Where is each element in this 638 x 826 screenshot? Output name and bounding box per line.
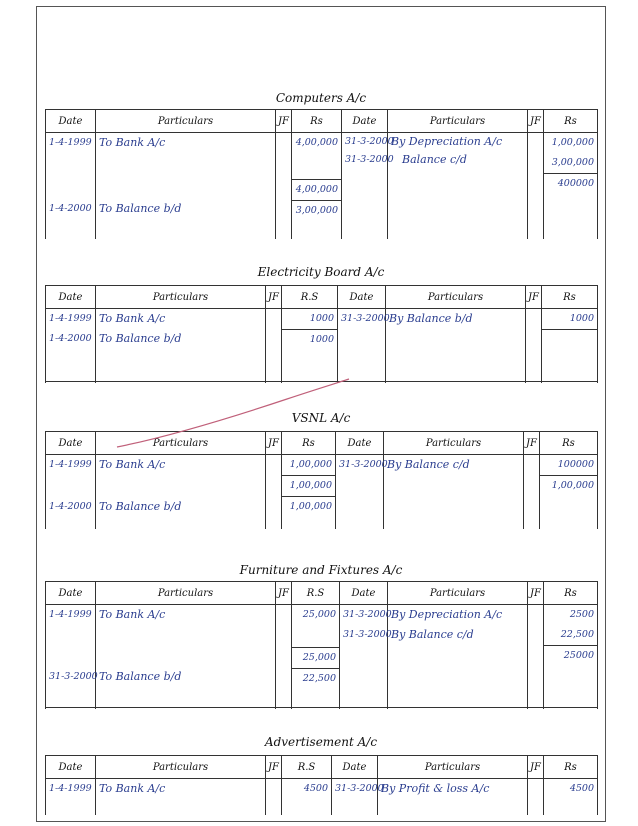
col-particulars: Particulars bbox=[96, 756, 266, 779]
col-date: Date bbox=[46, 432, 96, 455]
entry-date: 31-3-2000 bbox=[343, 629, 392, 640]
col-date: Date bbox=[336, 432, 384, 455]
entry-date: 31-3-2000 bbox=[343, 609, 392, 620]
total-amount: 25,000 bbox=[302, 652, 336, 663]
col-jf: JF bbox=[276, 110, 292, 133]
entry-particulars: To Balance b/d bbox=[99, 332, 182, 345]
col-jf: JF bbox=[528, 582, 544, 605]
total-amount: 1,00,000 bbox=[289, 480, 332, 491]
entry-particulars: To Balance b/d bbox=[99, 500, 182, 513]
col-date: Date bbox=[340, 582, 388, 605]
entry-date: 31-3-2000 bbox=[335, 783, 384, 794]
vsnl-account-title: VSNL A/c bbox=[291, 411, 351, 425]
entry-particulars: To Bank A/c bbox=[99, 608, 166, 621]
col-rs: Rs bbox=[544, 756, 598, 779]
entry-particulars: By Balance b/d bbox=[389, 312, 473, 325]
entry-particulars: To Bank A/c bbox=[99, 782, 166, 795]
entry-particulars: By Balance c/d bbox=[387, 458, 470, 471]
col-jf: JF bbox=[266, 286, 282, 309]
entry-date: 31-3-2000 bbox=[339, 459, 388, 470]
col-rs: R.S bbox=[292, 582, 340, 605]
entry-date: 31-3-2000 bbox=[49, 671, 98, 682]
entry-amount: 25,000 bbox=[302, 609, 336, 620]
entry-amount: 1,00,000 bbox=[289, 501, 332, 512]
col-jf: JF bbox=[276, 582, 292, 605]
col-date: Date bbox=[46, 756, 96, 779]
entry-amount: 3,00,000 bbox=[551, 157, 594, 168]
col-particulars: Particulars bbox=[378, 756, 528, 779]
col-particulars: Particulars bbox=[384, 432, 524, 455]
entry-amount: 22,500 bbox=[302, 673, 336, 684]
entry-amount: 1000 bbox=[309, 313, 334, 324]
entry-date: 31-3-2000 bbox=[345, 154, 394, 165]
col-particulars: Particulars bbox=[96, 110, 276, 133]
entry-particulars: By Depreciation A/c bbox=[391, 135, 503, 148]
entry-amount: 4,00,000 bbox=[295, 137, 338, 148]
entry-date: 1-4-2000 bbox=[49, 203, 92, 214]
entry-particulars: To Balance b/d bbox=[99, 202, 182, 215]
entry-particulars: By Balance c/d bbox=[391, 628, 474, 641]
entry-date: 31-3-2000 bbox=[341, 313, 390, 324]
advertisement-account-title: Advertisement A/c bbox=[264, 735, 378, 749]
entry-date: 31-3-2000 bbox=[345, 136, 394, 147]
total-amount: 4,00,000 bbox=[295, 184, 338, 195]
col-jf: JF bbox=[266, 756, 282, 779]
col-jf: JF bbox=[524, 432, 540, 455]
entry-amount: 1,00,000 bbox=[289, 459, 332, 470]
col-rs: Rs bbox=[542, 286, 598, 309]
total-amount: 400000 bbox=[557, 178, 594, 189]
total-amount: 1,00,000 bbox=[551, 480, 594, 491]
col-particulars: Particulars bbox=[388, 110, 528, 133]
entry-date: 1-4-1999 bbox=[49, 459, 92, 470]
entry-particulars: Balance c/d bbox=[402, 153, 467, 166]
col-particulars: Particulars bbox=[96, 582, 276, 605]
col-rs: Rs bbox=[282, 432, 336, 455]
entry-amount: 1,00,000 bbox=[551, 137, 594, 148]
col-rs: Rs bbox=[540, 432, 598, 455]
entry-date: 1-4-1999 bbox=[49, 137, 92, 148]
ledger-sheet bbox=[36, 6, 606, 822]
entry-particulars: To Bank A/c bbox=[99, 458, 166, 471]
entry-date: 1-4-2000 bbox=[49, 333, 92, 344]
col-date: Date bbox=[46, 110, 96, 133]
entry-amount: 3,00,000 bbox=[295, 205, 338, 216]
col-jf: JF bbox=[528, 756, 544, 779]
entry-particulars: To Bank A/c bbox=[99, 312, 166, 325]
col-rs: Rs bbox=[544, 582, 598, 605]
furniture-account-title: Furniture and Fixtures A/c bbox=[239, 563, 403, 577]
col-date: Date bbox=[338, 286, 386, 309]
col-date: Date bbox=[342, 110, 388, 133]
col-date: Date bbox=[46, 286, 96, 309]
entry-particulars: By Depreciation A/c bbox=[391, 608, 503, 621]
col-jf: JF bbox=[266, 432, 282, 455]
col-rs: R.S bbox=[282, 756, 332, 779]
entry-amount: 4500 bbox=[303, 783, 328, 794]
col-particulars: Particulars bbox=[388, 582, 528, 605]
computers-account-title: Computers A/c bbox=[275, 91, 367, 105]
entry-amount: 100000 bbox=[557, 459, 594, 470]
col-rs: Rs bbox=[544, 110, 598, 133]
entry-amount: 22,500 bbox=[560, 629, 594, 640]
col-date: Date bbox=[332, 756, 378, 779]
entry-date: 1-4-1999 bbox=[49, 783, 92, 794]
pen-stroke-mark bbox=[37, 7, 605, 821]
entry-amount: 4500 bbox=[569, 783, 594, 794]
entry-particulars: By Profit & loss A/c bbox=[381, 782, 490, 795]
col-jf: JF bbox=[528, 110, 544, 133]
col-rs: R.S bbox=[282, 286, 338, 309]
entry-amount: 1000 bbox=[309, 334, 334, 345]
entry-particulars: To Bank A/c bbox=[99, 136, 166, 149]
entry-date: 1-4-2000 bbox=[49, 501, 92, 512]
col-particulars: Particulars bbox=[386, 286, 526, 309]
col-jf: JF bbox=[526, 286, 542, 309]
col-particulars: Particulars bbox=[96, 432, 266, 455]
total-amount: 25000 bbox=[563, 650, 594, 661]
col-rs: Rs bbox=[292, 110, 342, 133]
electricity-account-title: Electricity Board A/c bbox=[257, 265, 385, 279]
col-particulars: Particulars bbox=[96, 286, 266, 309]
entry-date: 1-4-1999 bbox=[49, 609, 92, 620]
entry-date: 1-4-1999 bbox=[49, 313, 92, 324]
col-date: Date bbox=[46, 582, 96, 605]
entry-amount: 2500 bbox=[569, 609, 594, 620]
entry-amount: 1000 bbox=[569, 313, 594, 324]
entry-particulars: To Balance b/d bbox=[99, 670, 182, 683]
